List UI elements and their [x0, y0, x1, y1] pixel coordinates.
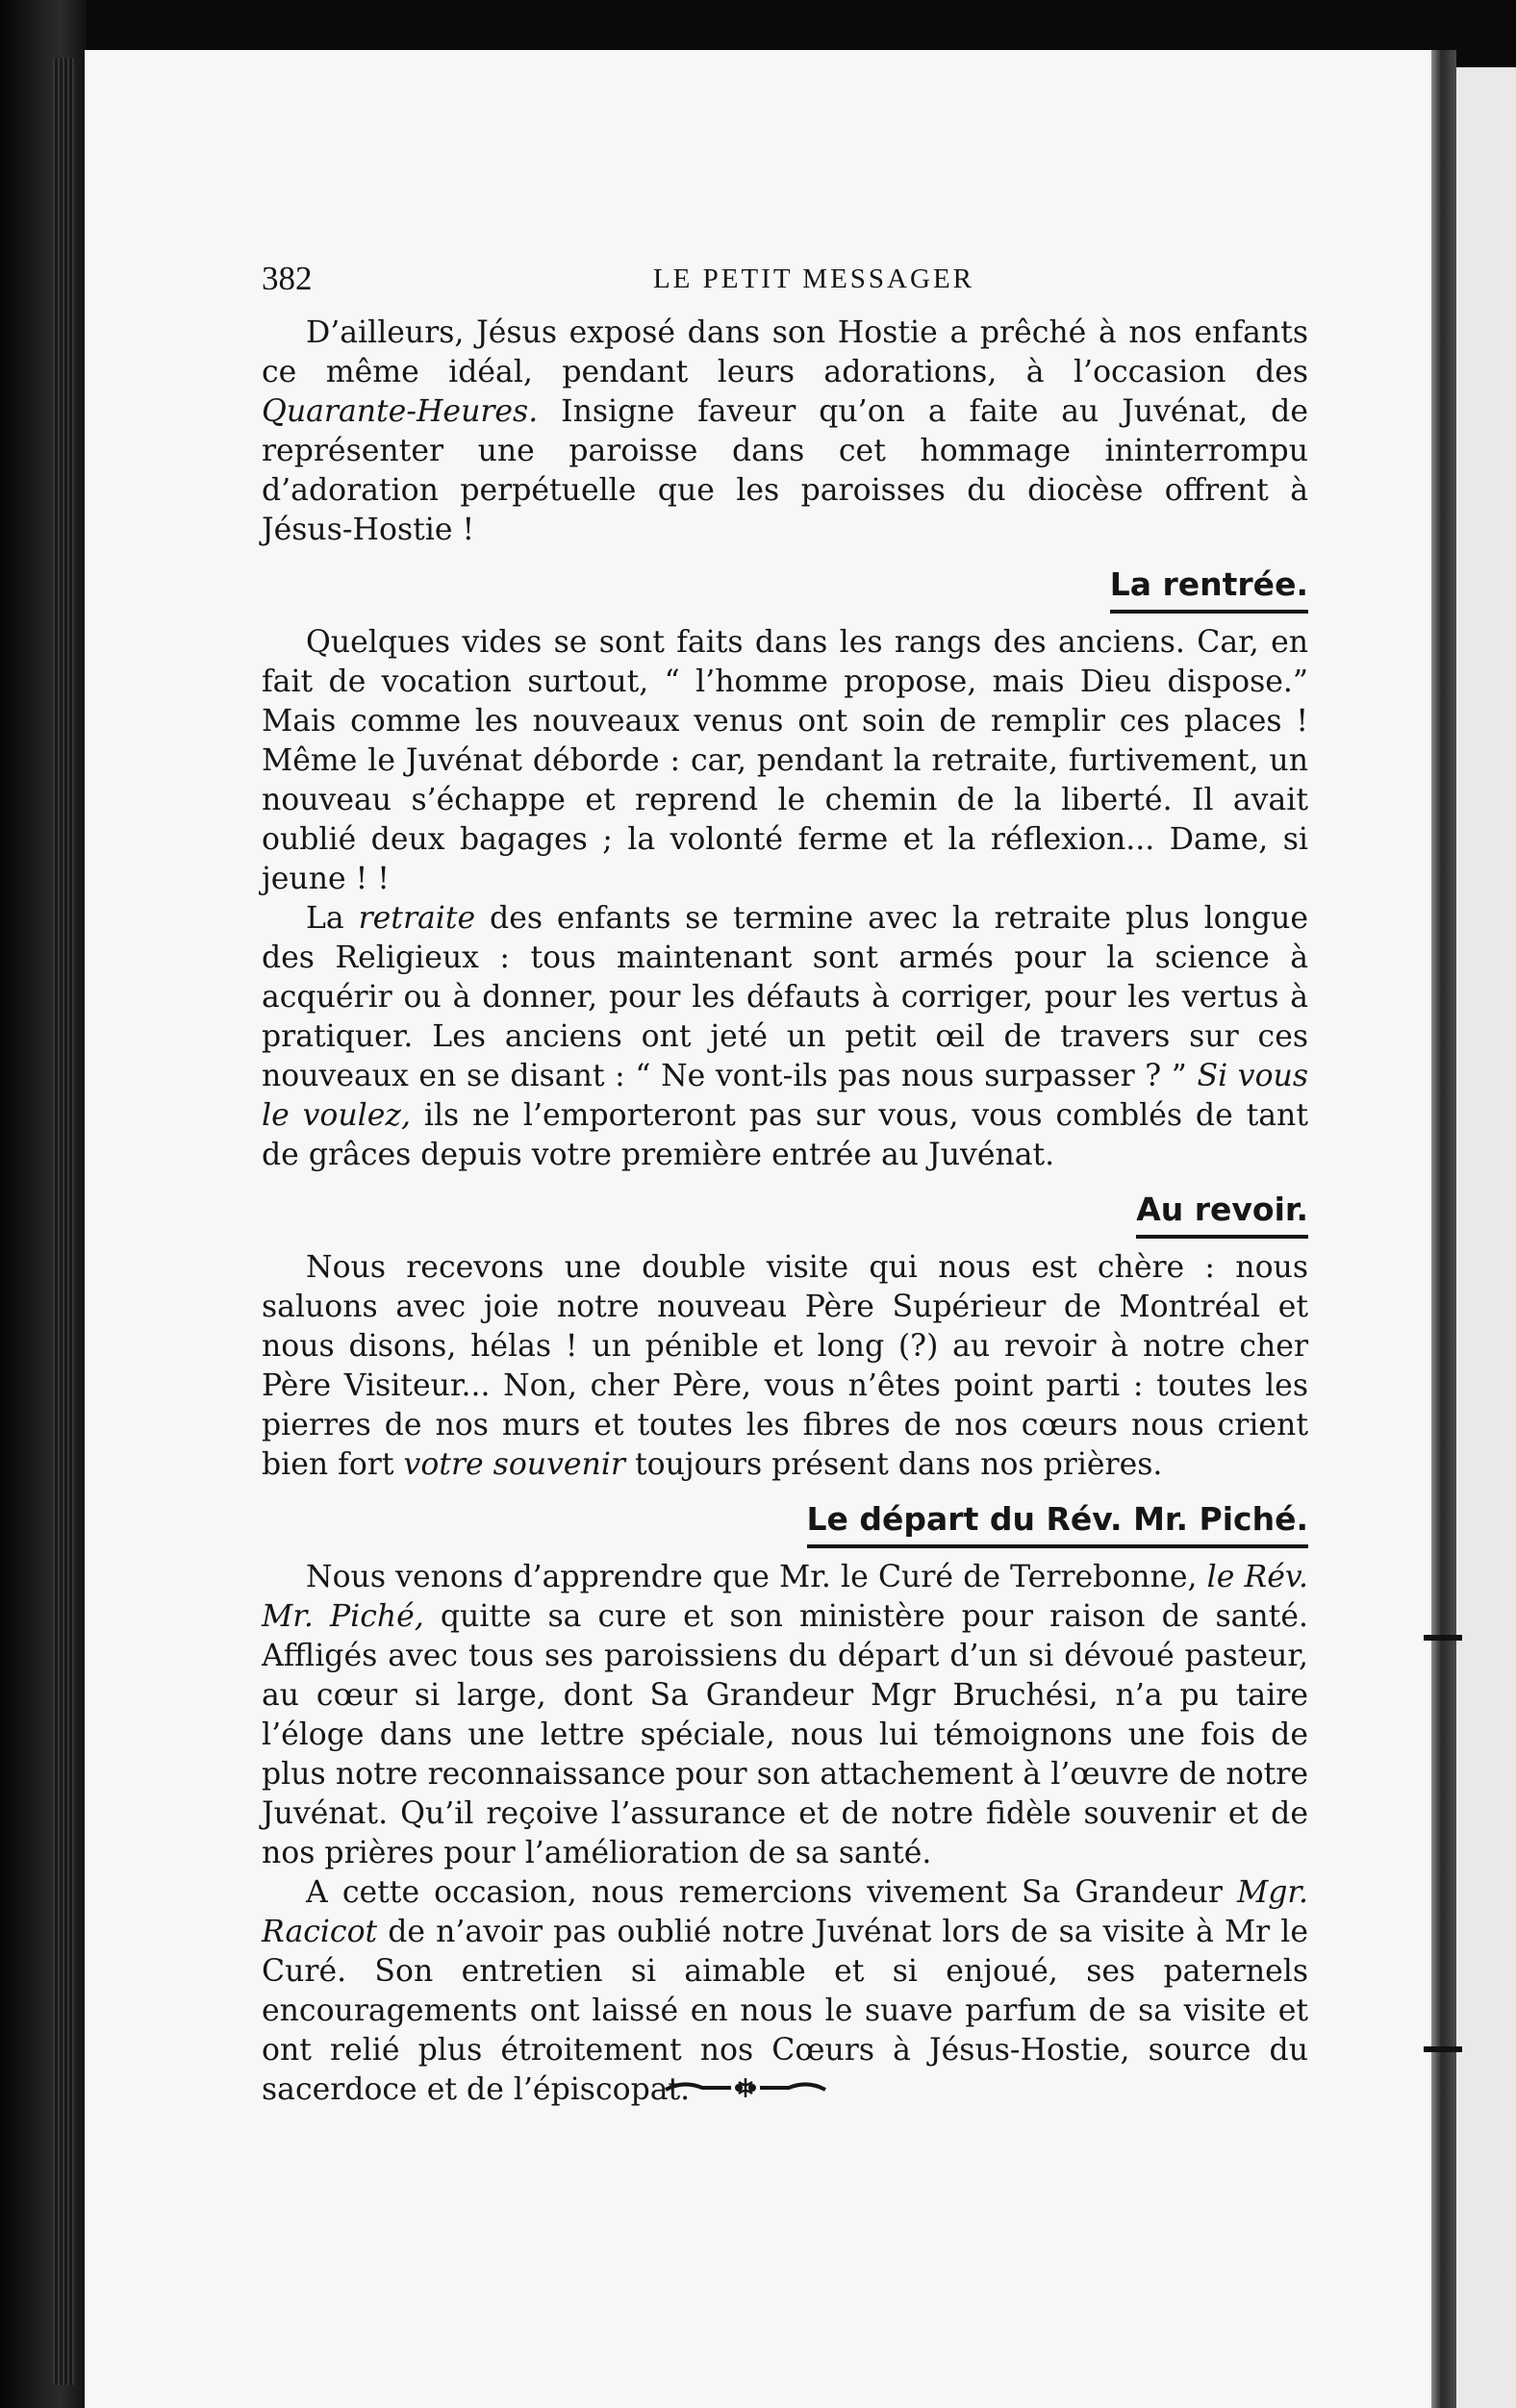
paragraph-6: A cette occasion, nous remercions vivement Sa Grandeur Mgr. Racicot de n’avoir pas oublié notre Juvénat lors de sa visite à Mr le Curé. Son entretien si aimable et si enjoué, ses paternels encouragements ont laissé en nous le suave parfum de sa visite et ont relié plus étroitement nos Cœurs à Jésus-Hostie, source du sacerdoce et de l’épiscopat. — [262, 1875, 1308, 2107]
running-title: LE PETIT MESSAGER — [652, 263, 975, 294]
page-marker — [1424, 1635, 1462, 1641]
page-marker — [1424, 2046, 1462, 2052]
section-heading-rentree: La rentrée. — [262, 562, 1308, 614]
paragraph-4: Nous recevons une double visite qui nous est chère : nous saluons avec joie notre nouveau Père Supérieur de Montréal et nous disons, hélas ! un pénible et long (?) au revoir à notre cher Père Visiteur... Non, cher Père, vous n’êtes point parti : toutes les pierres de nos murs et toutes les fibres de nos cœurs nous crient bien fort votre souvenir toujours présent dans nos prières. — [262, 1250, 1308, 1482]
tailpiece-ornament — [664, 2074, 827, 2103]
section-heading-au-revoir: Au revoir. — [262, 1187, 1308, 1239]
page-body — [262, 260, 1308, 2110]
running-head — [262, 260, 1308, 314]
page-edges-left — [53, 58, 74, 2385]
next-page-edge — [1456, 67, 1516, 2408]
gutter-right — [1431, 50, 1456, 2408]
page-number: 382 — [262, 260, 313, 297]
paragraph-1: D’ailleurs, Jésus exposé dans son Hostie a prêché à nos enfants ce même idéal, pendant leurs adorations, à l’occasion des Quarante-Heures. Insigne faveur qu’on a faite au Juvénat, de représenter une paroisse dans cet hommage ininterrompu d’adoration perpétuelle que les paroisses du diocèse offrent à Jésus-Hostie ! — [262, 315, 1308, 547]
paragraph-5: Nous venons d’apprendre que Mr. le Curé de Terrebonne, le Rév. Mr. Piché, quitte sa cure et son ministère pour raison de santé. Affligés avec tous ses paroissiens du départ d’un si dévoué pasteur, au cœur si large, dont Sa Grandeur Mgr Bruchési, n’a pu taire l’éloge dans une lettre spéciale, nous lui témoignons une fois de plus notre reconnaissance pour son attachement à l’œuvre de notre Juvénat. Qu’il reçoive l’assurance et de notre fidèle souvenir et de nos prières pour l’amélioration de sa santé. — [262, 1560, 1308, 1870]
paragraph-2: Quelques vides se sont faits dans les rangs des anciens. Car, en fait de vocation surtout, “ l’homme propose, mais Dieu dispose.” Mais comme les nouveaux venus ont soin de remplir ces places ! Même le Juvénat déborde : car, pendant la retraite, furtivement, un nouveau s’échappe et reprend le chemin de la liberté. Il avait oublié deux bagages ; la volonté ferme et la réflexion... Dame, si jeune ! ! — [262, 625, 1308, 896]
section-heading-depart: Le départ du Rév. Mr. Piché. — [262, 1496, 1308, 1548]
paragraph-3: La retraite des enfants se termine avec la retraite plus longue des Religieux : tous maintenant sont armés pour la science à acquérir ou à donner, pour les défauts à corriger, pour les vertus à pratiquer. Les anciens ont jeté un petit œil de travers sur ces nouveaux en se disant : “ Ne vont-ils pas nous surpasser ? ” Si vous le voulez, ils ne l’emporteront pas sur vous, vous comblés de tant de grâces depuis votre première entrée au Juvénat. — [262, 901, 1309, 1172]
